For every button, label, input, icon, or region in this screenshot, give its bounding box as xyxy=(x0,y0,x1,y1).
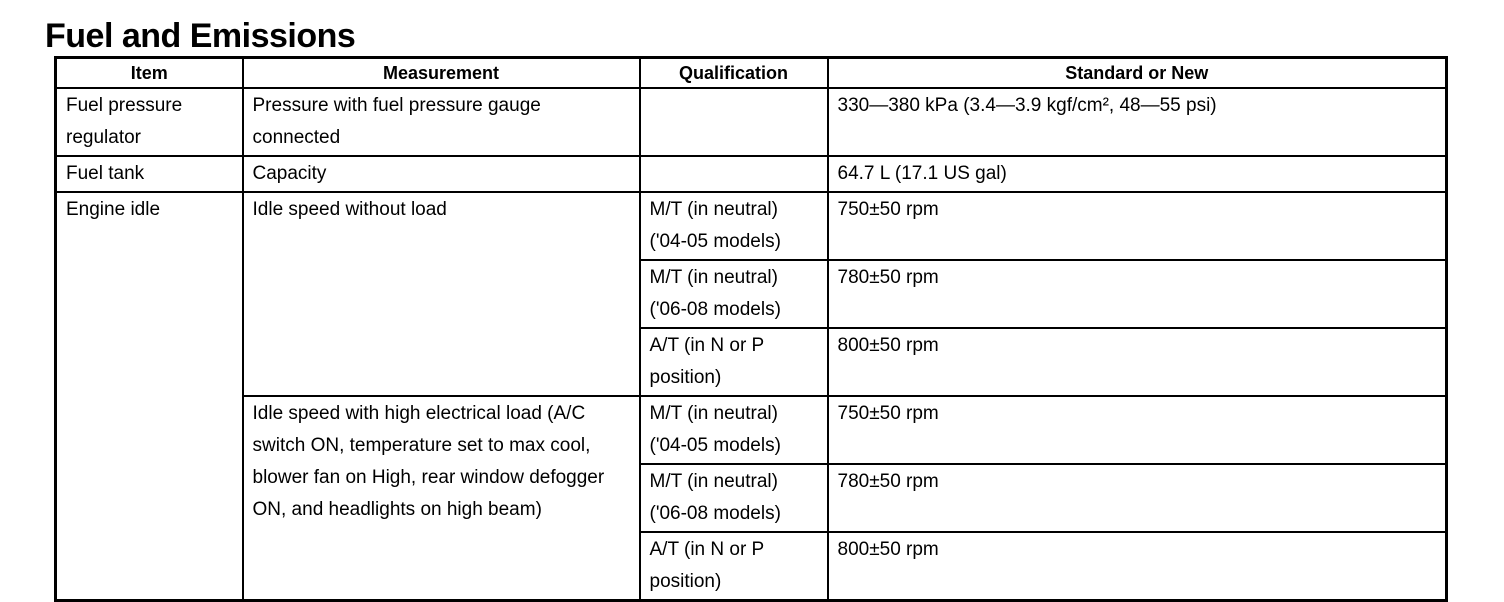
header-measurement: Measurement xyxy=(243,58,640,89)
qualification-cell xyxy=(640,88,828,156)
header-row xyxy=(56,58,1447,89)
item-cell: Fuel tank xyxy=(56,156,243,192)
standard-cell: 330—380 kPa (3.4—3.9 kgf/cm², 48—55 psi) xyxy=(828,88,1447,156)
standard-cell: 800±50 rpm xyxy=(828,328,1447,396)
page-title: Fuel and Emissions xyxy=(45,17,356,55)
header-item: Item xyxy=(56,58,243,89)
qualification-cell: A/T (in N or P position) xyxy=(640,532,828,601)
qualification-cell: A/T (in N or P position) xyxy=(640,328,828,396)
item-cell: Fuel pressure regulator xyxy=(56,88,243,156)
standard-cell: 750±50 rpm xyxy=(828,192,1447,260)
measurement-cell: Idle speed with high electrical load (A/C switch ON, temperature set to max cool, blower fan on High, rear window defogger ON, and headlights on high beam) xyxy=(243,396,640,601)
qualification-cell xyxy=(640,156,828,192)
measurement-cell: Idle speed without load xyxy=(243,192,640,396)
measurement-cell: Pressure with fuel pressure gauge connected xyxy=(243,88,640,156)
qualification-cell: M/T (in neutral) ('04-05 models) xyxy=(640,192,828,260)
standard-cell: 780±50 rpm xyxy=(828,464,1447,532)
fuel-emissions-table xyxy=(54,56,1448,602)
standard-cell: 780±50 rpm xyxy=(828,260,1447,328)
measurement-cell: Capacity xyxy=(243,156,640,192)
qualification-cell: M/T (in neutral) ('04-05 models) xyxy=(640,396,828,464)
qualification-cell: M/T (in neutral) ('06-08 models) xyxy=(640,260,828,328)
standard-cell: 64.7 L (17.1 US gal) xyxy=(828,156,1447,192)
table-row xyxy=(56,396,1447,464)
table-row xyxy=(56,156,1447,192)
standard-cell: 800±50 rpm xyxy=(828,532,1447,601)
qualification-cell: M/T (in neutral) ('06-08 models) xyxy=(640,464,828,532)
table-row xyxy=(56,88,1447,156)
standard-cell: 750±50 rpm xyxy=(828,396,1447,464)
table-row xyxy=(56,192,1447,260)
header-qualification: Qualification xyxy=(640,58,828,89)
header-standard: Standard or New xyxy=(828,58,1447,89)
item-cell: Engine idle xyxy=(56,192,243,601)
